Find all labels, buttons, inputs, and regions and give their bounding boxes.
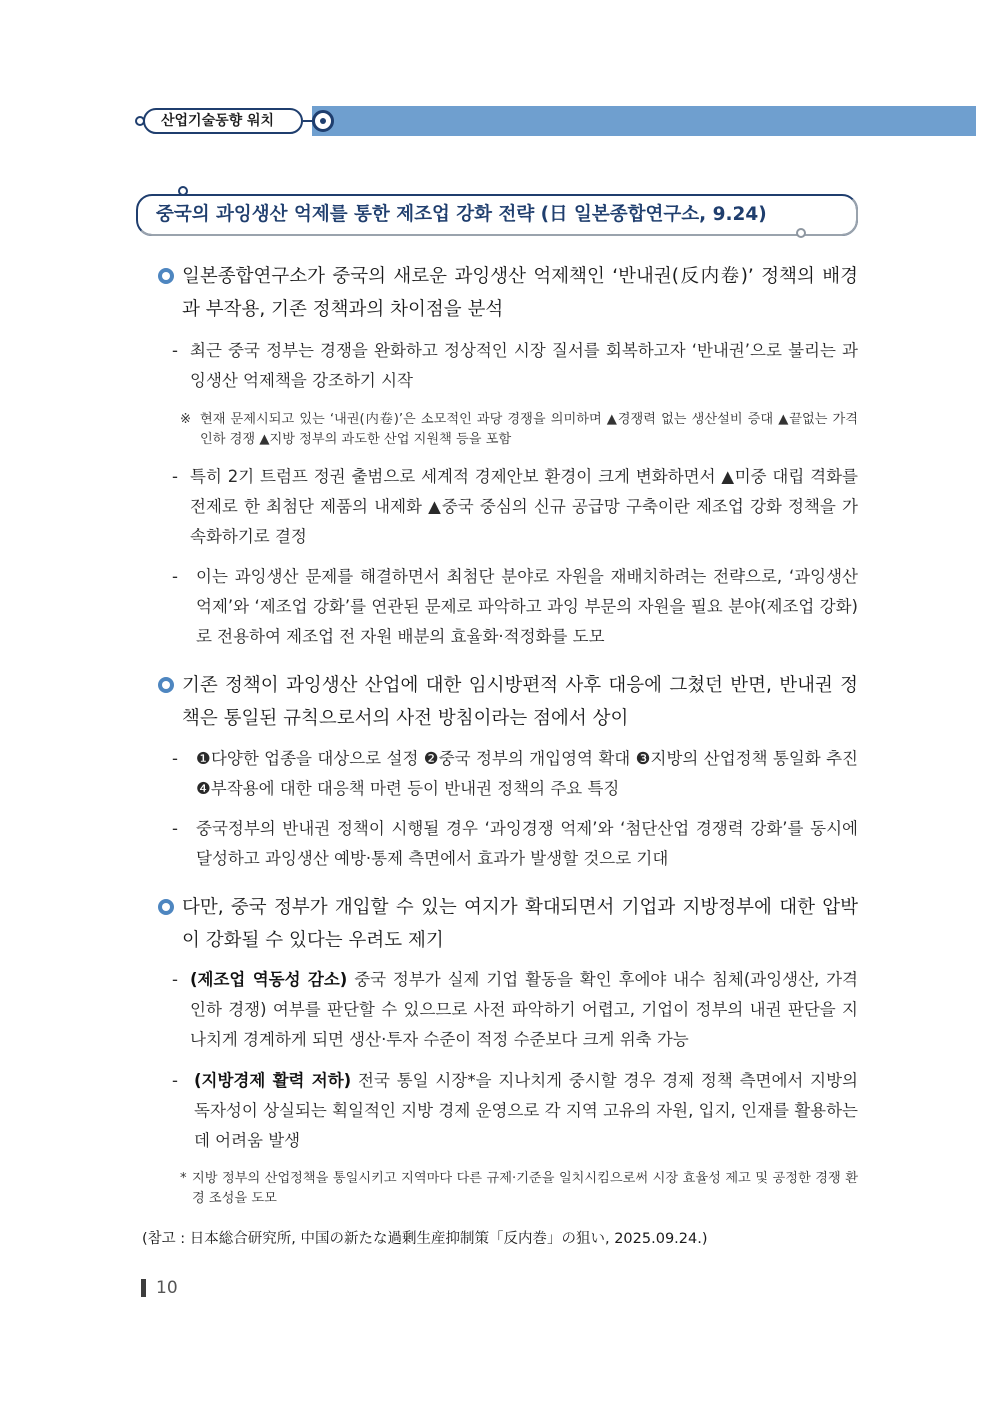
sub-1-body: 중국 정부가 실제 기업 활동을 확인 후에야 내수 침체(과잉생산, 가격 인하 경쟁) 여부를 판단할 수 있으므로 사전 파악하기 어렵고, 기업이 정부의 내권 판단을 지나치게 경계하게 되면 생산·투자 수준이 적정 수준보다 크게 위축 가능 <box>190 970 858 1049</box>
note-mark: ※ <box>180 412 192 427</box>
page-title: 중국의 과잉생산 억제를 통한 제조업 강화 전략 (日 일본종합연구소, 9.24) <box>156 204 767 225</box>
section-1-sub-1: 최근 중국 정부는 경쟁을 완화하고 정상적인 시장 질서를 회복하고자 ‘반내권’으로 불리는 과잉생산 억제책을 강조하기 시작 <box>190 341 858 390</box>
dash-marker: - <box>172 819 178 838</box>
dash-marker: - <box>172 567 178 586</box>
note-mark: * <box>180 1171 187 1186</box>
circle-bullet-icon <box>158 899 174 915</box>
section-1-main: 일본종합연구소가 중국의 새로운 과잉생산 억제책인 ‘반내권(反内卷)’ 정책의 배경과 부작용, 기존 정책과의 차이점을 분석 <box>182 266 858 320</box>
section-1-sub-3: 이는 과잉생산 문제를 해결하면서 최첨단 분야로 자원을 재배치하려는 전략으로, ‘과잉생산 억제’와 ‘제조업 강화’를 연관된 문제로 파악하고 과잉 부문의 자원을 필요 분야(제조업 강화)로 전용하여 제조업 전 자원 배분의 효율화·적정화를 도모 <box>196 567 858 646</box>
title-bottom-ring-icon <box>796 228 806 238</box>
header-bar <box>312 106 976 136</box>
circle-bullet-icon <box>158 677 174 693</box>
section-3-main: 다만, 중국 정부가 개입할 수 있는 여지가 확대되면서 기업과 지방정부에 대한 압박이 강화될 수 있다는 우려도 제기 <box>182 897 858 951</box>
section-2-main: 기존 정책이 과잉생산 산업에 대한 임시방편적 사후 대응에 그쳤던 반면, 반내권 정책은 통일된 규칙으로서의 사전 방침이라는 점에서 상이 <box>182 675 858 729</box>
sub-2-body: 전국 통일 시장*을 지나치게 중시할 경우 경제 정책 측면에서 지방의 독자성이 상실되는 획일적인 지방 경제 운영으로 각 지역 고유의 자원, 입지, 인재를 활용하는 데 어려움 발생 <box>194 1071 858 1150</box>
dash-marker: - <box>172 341 178 360</box>
page-number: 10 <box>156 1278 178 1298</box>
section-1-sub-2: 특히 2기 트럼프 정권 출범으로 세계적 경제안보 환경이 크게 변화하면서 ▲미중 대립 격화를 전제로 한 최첨단 제품의 내제화 ▲중국 중심의 신규 공급망 구축이란 제조업 강화 정책을 가속화하기로 결정 <box>190 467 858 546</box>
section-3-note: 지방 정부의 산업정책을 통일시키고 지역마다 다른 규제·기준을 일치시킴으로써 시장 효율성 제고 및 공정한 경쟁 환경 조성을 도모 <box>192 1171 858 1206</box>
section-label: 산업기술동향 워치 <box>143 108 303 134</box>
circle-bullet-icon <box>158 268 174 284</box>
page-number-bar <box>141 1279 146 1297</box>
sub-1-lead: (제조업 역동성 감소) <box>190 970 348 989</box>
dash-marker: - <box>172 970 178 989</box>
dash-marker: - <box>172 1071 178 1090</box>
header-right-ring-icon <box>312 110 334 132</box>
dash-marker: - <box>172 467 178 486</box>
title-box <box>136 194 858 236</box>
reference: (참고 : 日本総合研究所, 中国の新たな過剰生産抑制策「反内巻」の狙い, 2025.09.24.) <box>142 1231 708 1247</box>
section-1-note: 현재 문제시되고 있는 ‘내권(内卷)’은 소모적인 과당 경쟁을 의미하며 ▲경쟁력 없는 생산설비 증대 ▲끝없는 가격 인하 경쟁 ▲지방 정부의 과도한 산업 지원책 등을 포함 <box>200 412 858 447</box>
section-2-sub-2: 중국정부의 반내권 정책이 시행될 경우 ‘과잉경쟁 억제’와 ‘첨단산업 경쟁력 강화’를 동시에 달성하고 과잉생산 예방·통제 측면에서 효과가 발생할 것으로 기대 <box>196 819 858 868</box>
section-3-sub-1 <box>190 965 858 1055</box>
title-top-ring-icon <box>178 186 188 196</box>
section-2-sub-1: ❶다양한 업종을 대상으로 설정 ❷중국 정부의 개입영역 확대 ❸지방의 산업정책 통일화 추진 ❹부작용에 대한 대응책 마련 등이 반내권 정책의 주요 특징 <box>196 749 858 798</box>
sub-2-lead: (지방경제 활력 저하) <box>194 1071 352 1090</box>
section-3-sub-2 <box>194 1066 858 1156</box>
dash-marker: - <box>172 749 178 768</box>
